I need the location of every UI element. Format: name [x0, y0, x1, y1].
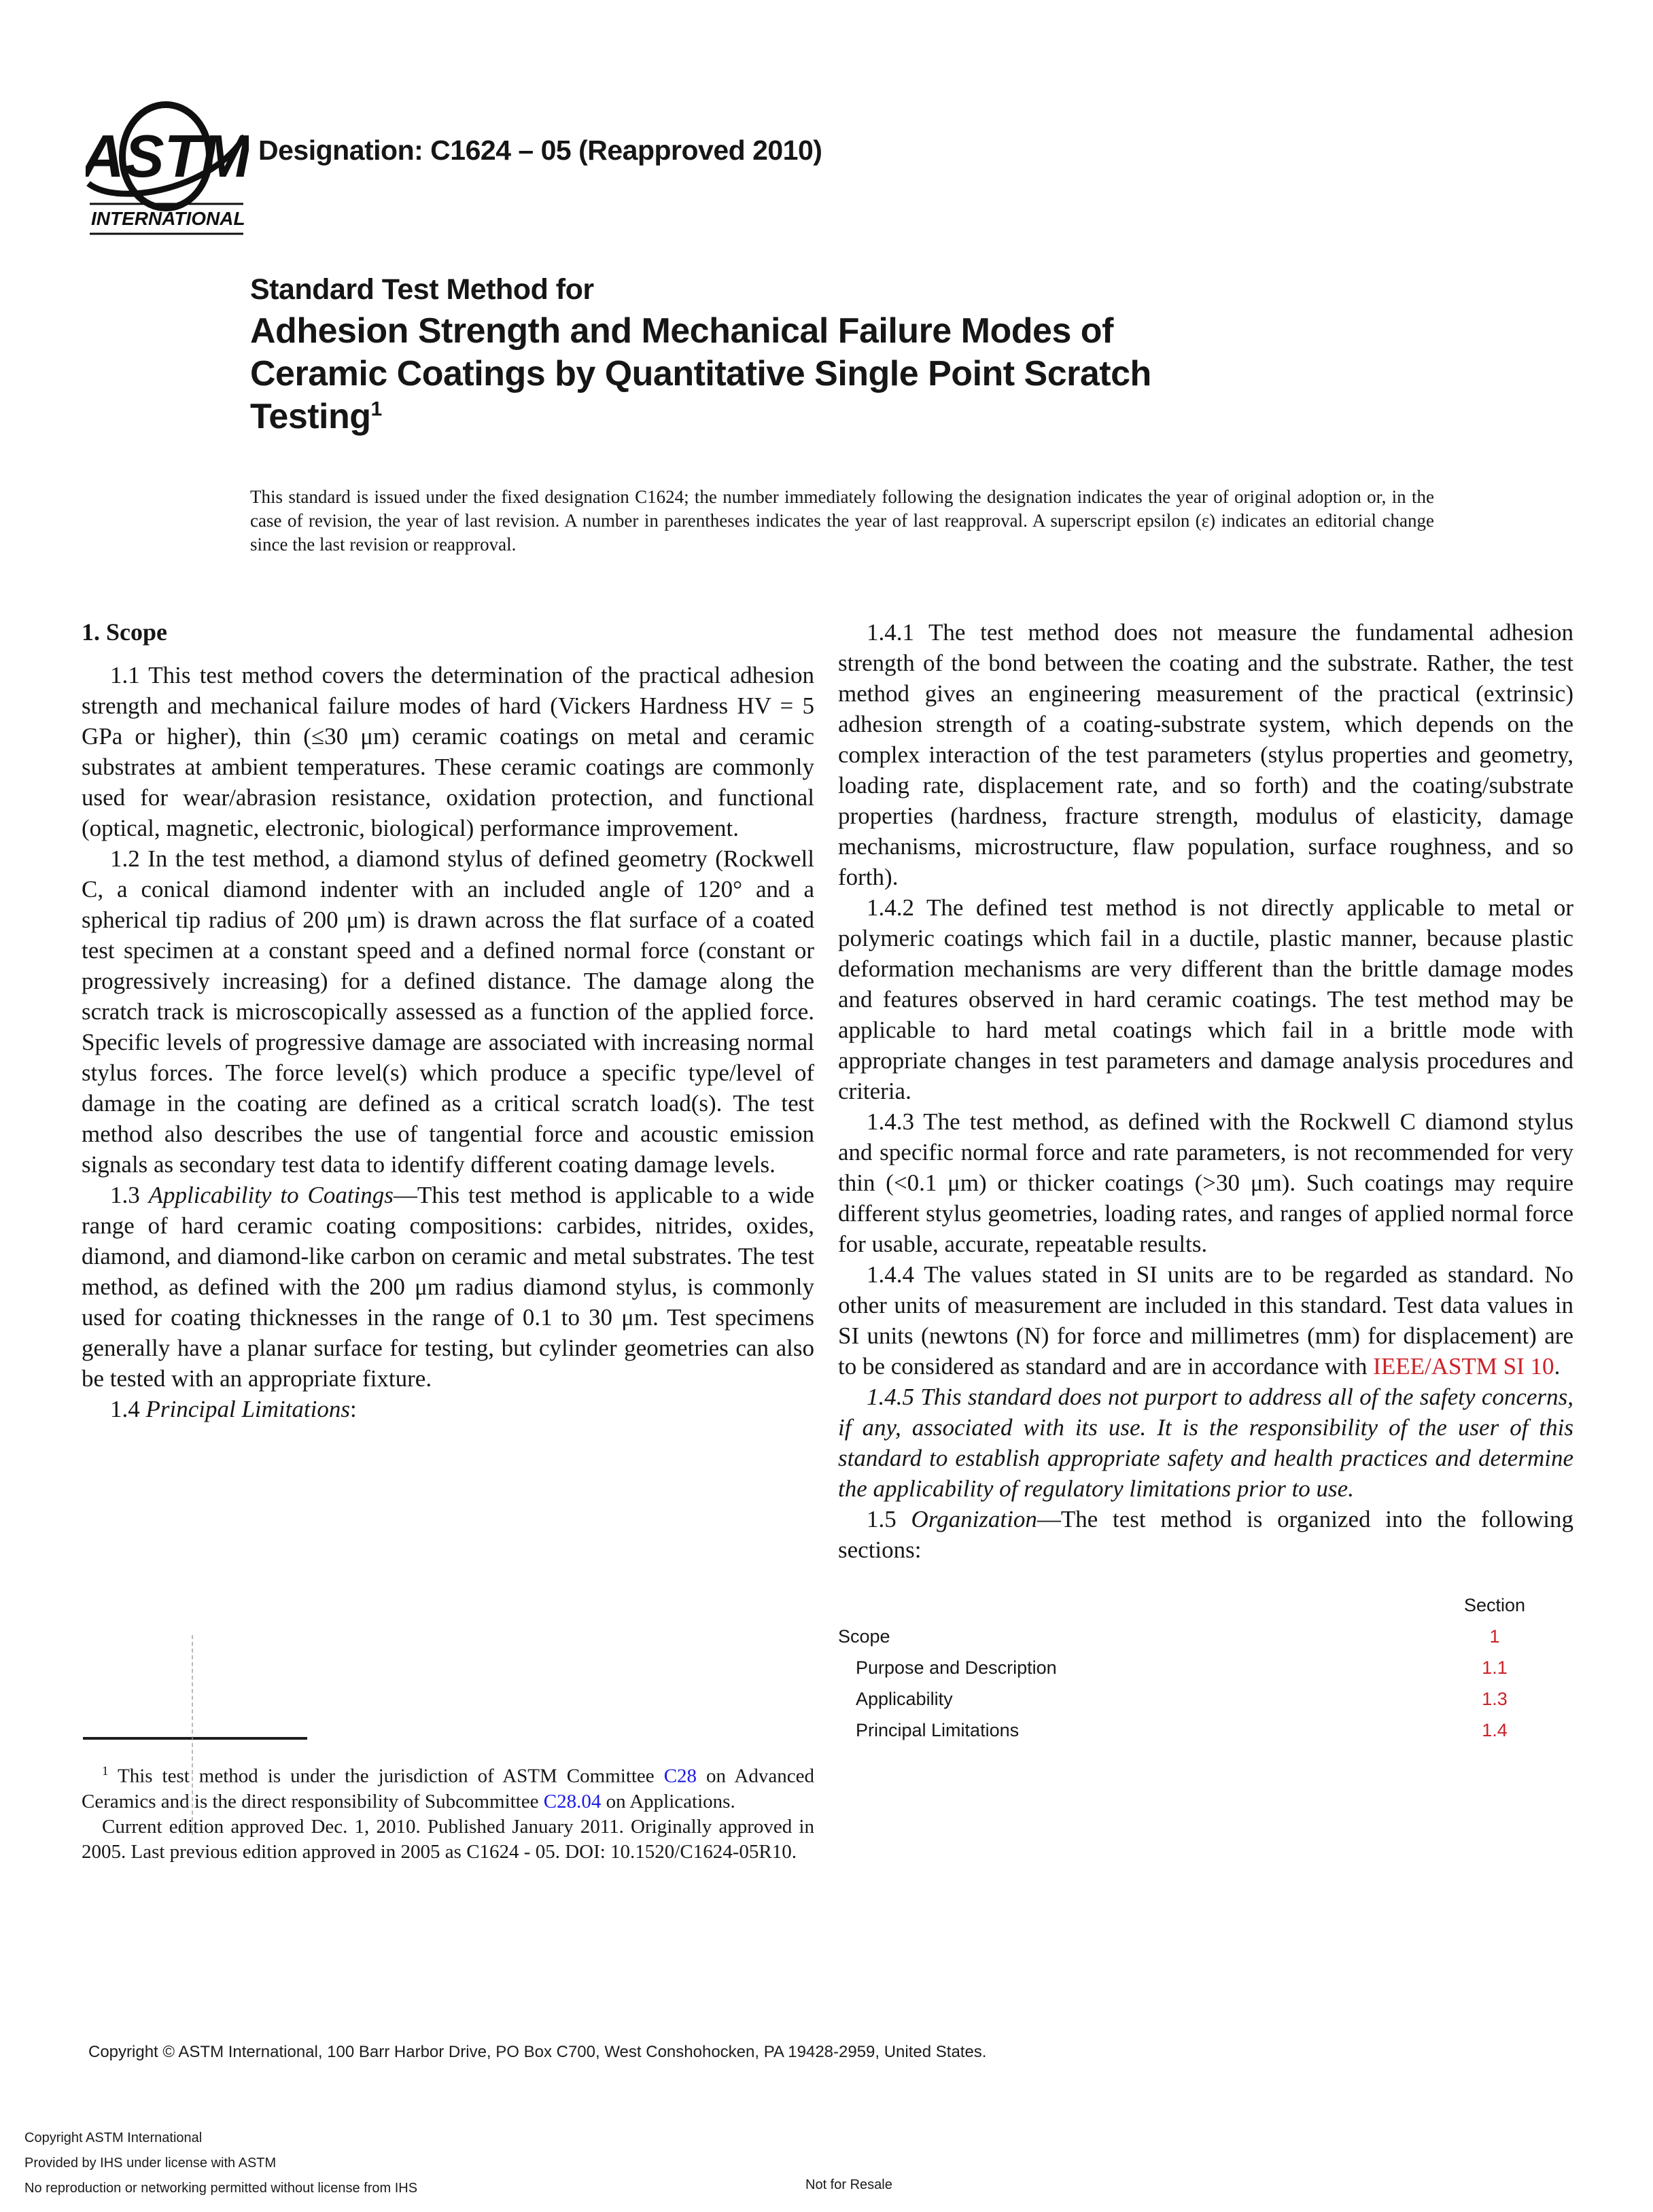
- section-row-label-purpose: Purpose and Description: [856, 1657, 1057, 1678]
- table-row: [838, 1715, 1549, 1746]
- section-row-link-1[interactable]: 1: [1489, 1626, 1500, 1647]
- paragraph-1-4-3: 1.4.3 The test method, as defined with the Rockwell C diamond stylus and specific normal force and rate parameters, is not recommended for very thin (<0.1 μm) or thicker coatings (>30 μm). Such coatings may require different stylus geometries, loading rates, and ranges of applied normal force for usable, accurate, repeatable results.: [838, 1108, 1573, 1257]
- paragraph-1-4-text: :: [349, 1396, 357, 1422]
- paragraph-1-5: [838, 1504, 1573, 1565]
- paragraph-1-1: 1.1 This test method covers the determination of the practical adhesion strength and mechanical failure modes of hard (Vickers Hardness HV = 5 GPa or higher), thin (≤30 μm) ceramic coatings on metal and ceramic substrates at ambient temperatures. These ceramic coatings are commonly used for wear/abrasion resistance, oxidation protection, and functional (optical, magnetic, electronic, biological) performance improvement.: [82, 662, 814, 841]
- paragraph-1-4-4-text-a: 1.4.4 The values stated in SI units are to be regarded as standard. No other units of measurement are included in this standard. Test data values in SI units (newtons (N) for force and millimetres (mm) for displacement) are to be considered as standard and are in accordance with: [838, 1261, 1573, 1380]
- paragraph-1-4-lead: Principal Limitations: [145, 1396, 350, 1422]
- section-table-header-row: [838, 1590, 1549, 1621]
- title-line-3: Testing: [250, 397, 371, 436]
- not-for-resale-label: Not for Resale: [805, 2177, 892, 2192]
- footnote-rule: [83, 1737, 307, 1740]
- paragraph-1-3-number: 1.3: [110, 1182, 149, 1208]
- section-table-header: Section: [1463, 1595, 1526, 1615]
- footnote-1-text-b: on Advanced Ceramics and is the direct responsibility of Subcommittee: [82, 1765, 814, 1812]
- link-ieee-astm-si-10[interactable]: IEEE/ASTM SI 10: [1373, 1353, 1554, 1380]
- designation-heading: Designation: C1624 – 05 (Reapproved 2010): [258, 135, 822, 166]
- footnote-1-text-a: This test method is under the jurisdiction of ASTM Committee: [108, 1765, 664, 1787]
- section-row-label-scope: Scope: [838, 1626, 890, 1647]
- left-column: [82, 617, 814, 1424]
- paragraph-1-3-text: —This test method is applicable to a wide range of hard ceramic coating compositions: carbides, nitrides, oxides, diamond, and diamond-like carbon on ceramic and metal substrates. The test method, as defined with the 200 μm radius diamond stylus, is commonly used for coating thicknesses in the range of 0.1 to 30 μm. Test specimens generally have a planar surface for testing, but cylinder geometries can also be tested with an appropriate fixture.: [82, 1182, 814, 1392]
- paragraph-1-4-1: 1.4.1 The test method does not measure the fundamental adhesion strength of the bond between the coating and the substrate. Rather, the test method gives an engineering measurement of the practical (extrinsic) adhesion strength of a coating-substrate system, which depends on the complex interaction of the test parameters (stylus properties and geometry, loading rate, displacement rate, and so forth) and the coating/substrate properties (hardness, fracture strength, modulus of elasticity, damage mechanisms, microstructure, flaw population, surface roughness, and so forth).: [838, 619, 1573, 890]
- right-column: [838, 617, 1573, 1746]
- footnote-edition: Current edition approved Dec. 1, 2010. Published January 2011. Originally approved in 2005. Last previous edition approved in 2005 as C1624 - 05. DOI: 10.1520/C1624-05R10.: [82, 1815, 814, 1863]
- organization-section-table: [838, 1590, 1573, 1746]
- title-line-2: Ceramic Coatings by Quantitative Single Point Scratch: [250, 354, 1151, 393]
- paragraph-1-4-number: 1.4: [110, 1396, 146, 1422]
- paragraph-1-5-lead: Organization: [911, 1506, 1037, 1532]
- section-row-link-1-3[interactable]: 1.3: [1482, 1689, 1508, 1709]
- paragraph-1-3: [82, 1180, 814, 1394]
- copyright-address-line: Copyright © ASTM International, 100 Barr Harbor Drive, PO Box C700, West Conshohocken, PA 19428-2959, United States.: [88, 2043, 987, 2061]
- footnote-1-text-c: on Applications.: [601, 1790, 735, 1812]
- paragraph-1-4-4: [838, 1259, 1573, 1382]
- link-committee-c28[interactable]: C28: [663, 1765, 697, 1787]
- paragraph-1-4-2: 1.4.2 The defined test method is not directly applicable to metal or polymeric coatings which fail in a ductile, plastic manner, because plastic deformation mechanisms are very different than the brittle damage modes and features observed in hard ceramic coatings. The test method may be applicable to hard metal coatings which fail in a brittle mode with appropriate changes in test parameters and damage analysis procedures and criteria.: [838, 894, 1573, 1104]
- astm-logo: [86, 101, 249, 247]
- title-line-1: Adhesion Strength and Mechanical Failure Modes of: [250, 311, 1113, 351]
- paragraph-1-3-lead: Applicability to Coatings: [148, 1182, 394, 1208]
- ihs-footer-line-3: No reproduction or networking permitted without license from IHS: [24, 2181, 418, 2196]
- paragraph-1-5-text: —The test method is organized into the following sections:: [838, 1506, 1573, 1563]
- paragraph-1-5-number: 1.5: [867, 1506, 911, 1532]
- section-heading-scope: 1. Scope: [82, 618, 167, 646]
- footnote-1-marker: 1: [102, 1764, 109, 1778]
- paragraph-1-4-4-text-b: .: [1554, 1353, 1561, 1380]
- logo-astm-text: ASTM: [86, 122, 249, 190]
- astm-logo-graphic: [86, 101, 249, 243]
- paragraph-1-4: [82, 1394, 814, 1424]
- section-row-link-1-1[interactable]: 1.1: [1482, 1657, 1508, 1678]
- section-row-label-principal-limitations: Principal Limitations: [856, 1720, 1020, 1740]
- table-row: [838, 1652, 1549, 1683]
- scan-artifact-dashed-line: [192, 1635, 193, 1835]
- link-subcommittee-c28-04[interactable]: C28.04: [543, 1790, 602, 1812]
- table-row: [838, 1621, 1549, 1652]
- ihs-license-footer: [24, 2126, 417, 2201]
- ihs-footer-line-1: Copyright ASTM International: [24, 2130, 203, 2145]
- section-row-label-applicability: Applicability: [856, 1689, 953, 1709]
- title-block: [250, 272, 1460, 438]
- table-row: [838, 1683, 1549, 1715]
- issuing-statement: This standard is issued under the fixed designation C1624; the number immediately following the designation indicates the year of original adoption or, in the case of revision, the year of last revision. A number in parentheses indicates the year of last reapproval. A superscript epsilon (ε) indicates an editorial change since the last revision or reapproval.: [250, 487, 1434, 555]
- title-footnote-ref: 1: [370, 398, 382, 421]
- page-title: [250, 310, 1460, 438]
- title-kicker: Standard Test Method for: [250, 273, 594, 306]
- paragraph-1-4-5: 1.4.5 This standard does not purport to address all of the safety concerns, if any, associated with its use. It is the responsibility of the user of this standard to establish appropriate safety and health practices and determine the applicability of regulatory limitations prior to use.: [838, 1384, 1573, 1502]
- logo-international-text: INTERNATIONAL: [91, 208, 245, 229]
- paragraph-1-2: 1.2 In the test method, a diamond stylus of defined geometry (Rockwell C, a conical diamond indenter with an included angle of 120° and a spherical tip radius of 200 μm) is drawn across the flat surface of a coated test specimen at a constant speed and a defined normal force (constant or progressively increasing) for a defined distance. The damage along the scratch track is microscopically assessed as a function of the applied force. Specific levels of progressive damage are associated with increasing normal stylus forces. The force level(s) which produce a specific type/level of damage in the coating are defined as a critical scratch load(s). The test method also describes the use of tangential force and acoustic emission signals as secondary test data to identify different coating damage levels.: [82, 845, 814, 1178]
- section-row-link-1-4[interactable]: 1.4: [1482, 1720, 1508, 1740]
- ihs-footer-line-2: Provided by IHS under license with ASTM: [24, 2156, 277, 2171]
